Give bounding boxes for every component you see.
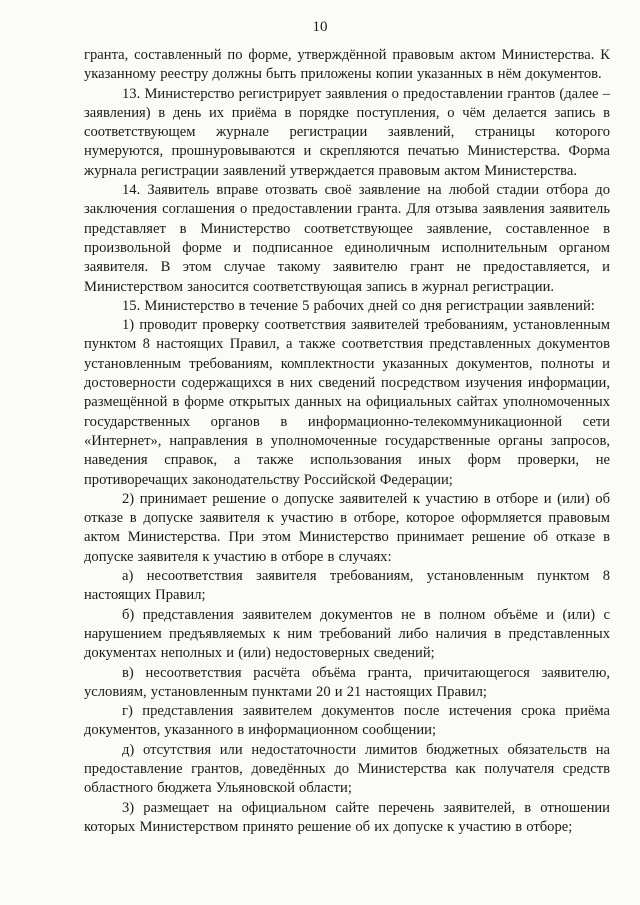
paragraph-13: 13. Министерство регистрирует заявления о предоставлении грантов (далее – заявления) в день их приёма в порядке поступления, о чём делается запись в соответствующем журнале регистрации заявлений, страницы которого нумеруются, прошнуровываются и скрепляются печатью Министерства. Форма журнала регистрации заявлений утверждается правовым актом Министерства. (84, 85, 610, 179)
paragraph-15-item-2-g: г) представления заявителем документов после истечения срока приёма документов, указанного в информационном сообщении; (84, 703, 610, 739)
paragraph-15: 15. Министерство в течение 5 рабочих дней со дня регистрации заявлений: (122, 297, 595, 314)
paragraph-15-item-2-d: д) отсутствия или недостаточности лимитов бюджетных обязательств на предоставление грантов, доведённых до Министерства как получателя средств областного бюджета Ульяновской области; (84, 741, 610, 797)
paragraph-15-item-2-a: а) несоответствия заявителя требованиям, установленным пунктом 8 настоящих Правил; (84, 568, 610, 604)
paragraph-registry-continuation: гранта, составленный по форме, утверждённой правовым актом Министерства. К указанному реестру должны быть приложены копии указанных в нём документов. (84, 47, 610, 83)
paragraph-14: 14. Заявитель вправе отозвать своё заявление на любой стадии отбора до заключения соглашения о предоставлении гранта. Для отзыва заявления заявитель представляет в Министерство соответствующее заявление, составленное в произвольной форме и подписанное единоличным исполнительным органом заявителя. В этом случае такому заявителю грант не предоставляется, и Министерством заносится соответствующая запись в журнал регистрации. (84, 182, 610, 295)
page-number: 10 (312, 19, 328, 35)
paragraph-15-item-2-b: б) представления заявителем документов не в полном объёме и (или) с нарушением предъявляемых к ним требований либо наличия в представленных документах неполных и (или) недостоверных сведений; (84, 606, 610, 662)
paragraph-15-item-2: 2) принимает решение о допуске заявителей к участию в отборе и (или) об отказе в допуске заявителя к участию в отборе, которое оформляется правовым актом Министерства. При этом Министерство принимает решение об отказе в допуске заявителя к участию в отборе в случаях: (84, 490, 610, 565)
paragraph-15-item-1: 1) проводит проверку соответствия заявителей требованиям, установленным пунктом 8 настоящих Правил, а также соответствия представленных документов установленным требованиям, комплектности указанных документов, полноты и достоверности содержащихся в них сведений посредством изучения информации, размещённой в форме открытых данных на официальных сайтах уполномоченных государственных органов в информационно-телекоммуникационной сети «Интернет», направления в уполномоченные государственные органы запросов, наведения справок, а также использования иных форм проверки, не противоречащих законодательству Российской Федерации; (84, 317, 610, 488)
paragraph-15-item-2-v: в) несоответствия расчёта объёма гранта, причитающегося заявителю, условиям, установленным пунктами 20 и 21 настоящих Правил; (84, 664, 610, 700)
paragraph-15-item-3: 3) размещает на официальном сайте перечень заявителей, в отношении которых Министерством принято решение об их допуске к участию в отборе; (84, 799, 610, 835)
